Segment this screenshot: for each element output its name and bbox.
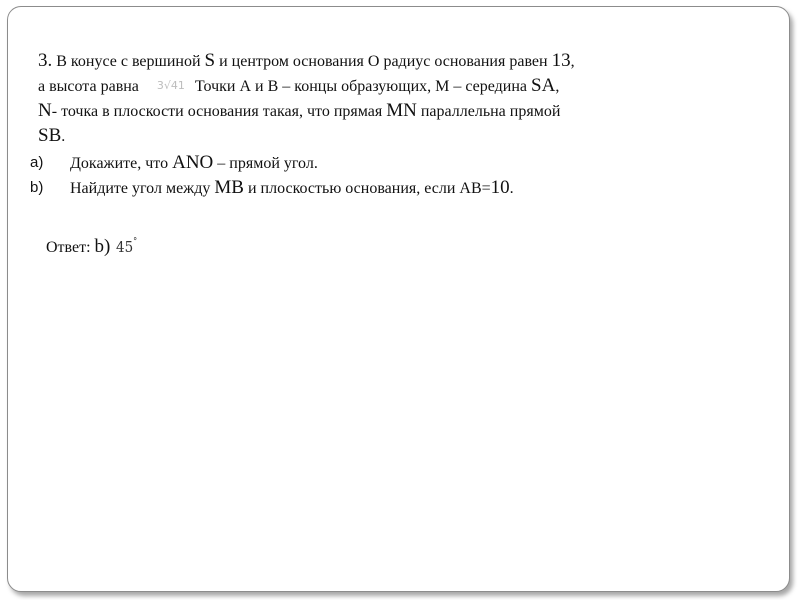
- slide-frame: [7, 6, 790, 592]
- line-mb: MB: [214, 177, 244, 198]
- problem-text: - точка в плоскости основания такая, что прямая: [51, 103, 387, 120]
- problem-statement: [38, 49, 738, 149]
- subitem-text: Докажите, что: [70, 155, 173, 172]
- line-mn: MN: [386, 100, 417, 121]
- degree-sign: °: [133, 237, 138, 247]
- height-formula-text: 3√41: [156, 79, 185, 92]
- problem-text: ,: [570, 53, 575, 70]
- subitem-text: Найдите угол между: [70, 180, 215, 197]
- ab-label: AB=: [459, 180, 491, 197]
- problem-number: 3.: [38, 50, 53, 71]
- answer: [46, 230, 140, 260]
- problem-text: Точки А и В – концы образующих, М – середина: [194, 78, 532, 95]
- ab-value: 10: [490, 177, 510, 198]
- subitem-text: и плоскостью основания, если: [243, 180, 460, 197]
- subitem-list: [8, 151, 748, 201]
- answer-label: Ответ:: [46, 239, 95, 256]
- subitem-text: – прямой угол.: [213, 155, 318, 172]
- height-formula: [139, 77, 195, 93]
- problem-text: ,: [555, 78, 560, 95]
- problem-text: .: [61, 128, 66, 145]
- point-n: N: [38, 100, 52, 121]
- problem-text: параллельна прямой: [416, 103, 561, 120]
- problem-text: и центром основания: [215, 53, 368, 70]
- problem-text: а высота равна: [38, 78, 139, 95]
- segment-sa: SA: [531, 75, 556, 96]
- radius-value: 13: [551, 50, 571, 71]
- list-marker: b): [30, 179, 44, 196]
- list-item: [8, 176, 748, 201]
- vertex-s: S: [204, 50, 216, 71]
- angle-ano: ANO: [172, 152, 214, 173]
- line-sb: SB: [38, 125, 62, 146]
- problem-text: радиус основания равен: [379, 53, 552, 70]
- problem-text: В конусе с вершиной: [52, 53, 205, 70]
- answer-number: 45: [116, 238, 134, 256]
- answer-part: b): [94, 236, 111, 257]
- answer-value: [116, 230, 137, 259]
- list-marker: a): [30, 154, 44, 171]
- subitem-text: .: [509, 180, 514, 197]
- list-item: [8, 151, 748, 176]
- center-o: O: [367, 53, 380, 70]
